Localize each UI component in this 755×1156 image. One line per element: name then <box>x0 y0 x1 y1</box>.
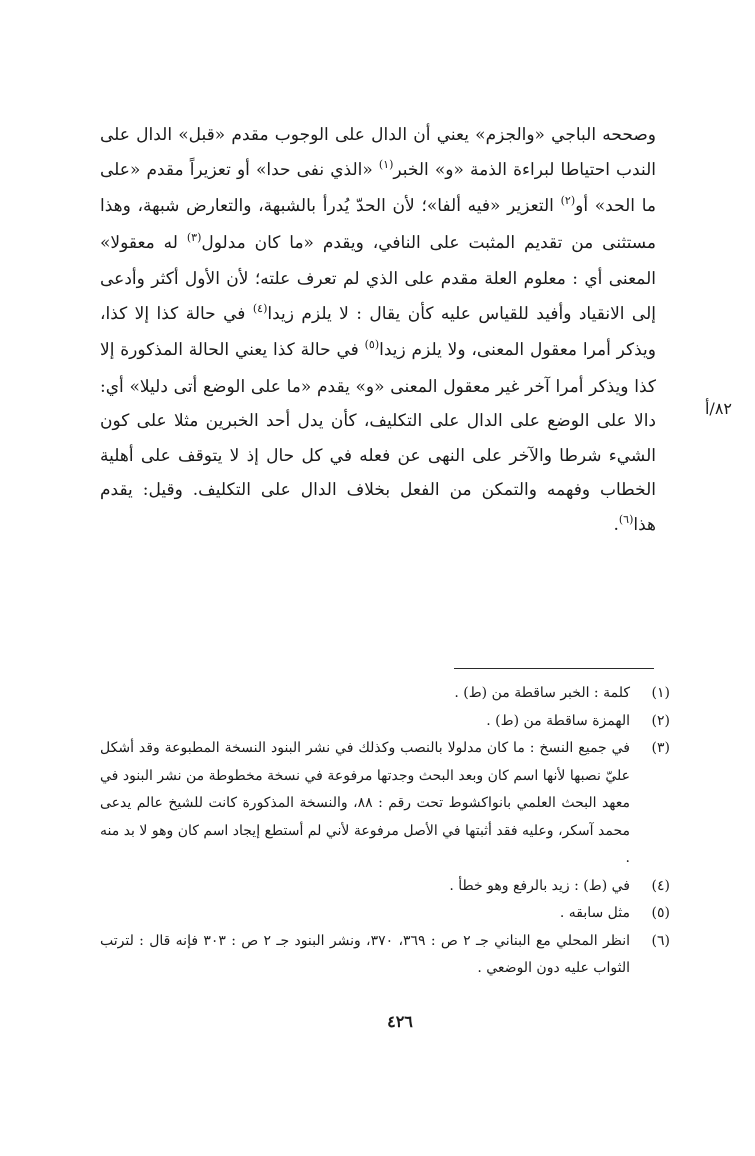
text-segment: التعزير «فيه ألفا»؛ لأن الحدّ يُدرأ بالشبهة، والتعارض شبهة، وهذا مستثنى من تقديم المثبت على النافي، ويقدم «ما كان مدلول <box>100 196 656 253</box>
text-segment: . <box>613 514 619 535</box>
main-text-body <box>100 118 656 544</box>
footnote-number: (٥) <box>651 905 670 921</box>
footnote-number: (٤) <box>651 877 670 894</box>
text-segment: في حالة كذا يعني الحالة المذكورة إلا كذا ويذكر أمرا آخر غير معقول المعنى «و» يقدم «ما على الوضع أتى دليلا» أي: دالا على الوضع على الدال على التكليف، كأن يدل أحد الخبرين مثلا على كون الشيء شرطا والآخر على النهى عن فعله في كل حال إذ لا يتوقف على أهلية الخطاب وفهمه والتمكن من الفعل بخلاف الدال على التكليف. وقيل: يقدم هذا <box>100 340 656 535</box>
footnote-item <box>100 900 670 928</box>
footnote-text: انظر المحلي مع البناني جـ ٢ ص : ٣٦٩، ٣٧٠، ونشر البنود جـ ٢ ص : ٣٠٣ فإنه قال : لترتب الثواب عليه دون الوضعي . <box>100 932 630 976</box>
footnote-text: في (ط) : زيد بالرفع وهو خطأ . <box>449 877 630 894</box>
footnote-ref-5: (٥) <box>364 338 380 351</box>
text-segment: وصححه الباجي «والجزم» يعني أن الدال على الوجوب مقدم «قبل» الدال على الندب احتياطا لبراءة الذمة «و» الخبر <box>100 125 656 180</box>
folio-margin-note: ٨٢/أ <box>704 399 732 418</box>
footnote-text: في جميع النسخ : ما كان مدلولا بالنصب وكذلك في نشر البنود النسخة المطبوعة وقد أشكل عليّ نصبها لأنها اسم كان وبعد البحث وجدتها مرفوعة في نسخة مخطوطة من نشر البنود في معهد البحث العلمي بانواكشوط تحت رقم : ٨٨، والنسخة المذكورة كانت للشيخ عالم يدعى محمد آسكر، وعليه فقد أثبتها في الأصل مرفوعة لأني لم أستطع إيجاد اسم كان وهو لا بد منه . <box>100 740 630 866</box>
text-segment: «الذي نفى حدا» أو تعزيراً مقدم «على ما الحد» أو <box>100 159 656 216</box>
footnote-ref-2: (٢) <box>560 194 576 207</box>
footnote-text: الهمزة ساقطة من (ط) . <box>486 712 630 729</box>
main-paragraph <box>100 118 656 544</box>
footnote-item <box>100 735 670 873</box>
footnote-number: (٢) <box>651 712 670 729</box>
footnote-item <box>100 680 670 708</box>
text-segment: له معقولا» المعنى أي : معلوم العلة مقدم على الذي لم تعرف علته؛ لأن الأول أكثر وأدعى إلى الانقياد وأفيد للقياس عليه كأن يقال : لا يلزم زيدا <box>100 232 656 324</box>
footnote-separator <box>454 668 654 669</box>
footnote-number: (٣) <box>651 740 670 756</box>
footnote-ref-1: (١) <box>378 157 394 171</box>
footnote-ref-6: (٦) <box>618 512 634 526</box>
page-number: ٤٢٦ <box>387 1012 413 1031</box>
footnote-text: مثل سابقه . <box>559 905 630 921</box>
footnote-number: (٦) <box>651 932 670 949</box>
footnote-item <box>100 708 670 736</box>
text-segment: في حالة كذا إلا كذا، ويذكر أمرا معقول المعنى، ولا يلزم زيدا <box>100 303 656 360</box>
footnote-ref-3: (٣) <box>186 230 202 244</box>
footnote-item <box>100 873 670 901</box>
footnote-text: كلمة : الخبر ساقطة من (ط) . <box>454 685 630 701</box>
footnote-number: (١) <box>651 685 670 701</box>
footnote-ref-4: (٤) <box>252 301 268 315</box>
footnote-item <box>100 928 670 983</box>
footnotes-section <box>100 680 670 983</box>
